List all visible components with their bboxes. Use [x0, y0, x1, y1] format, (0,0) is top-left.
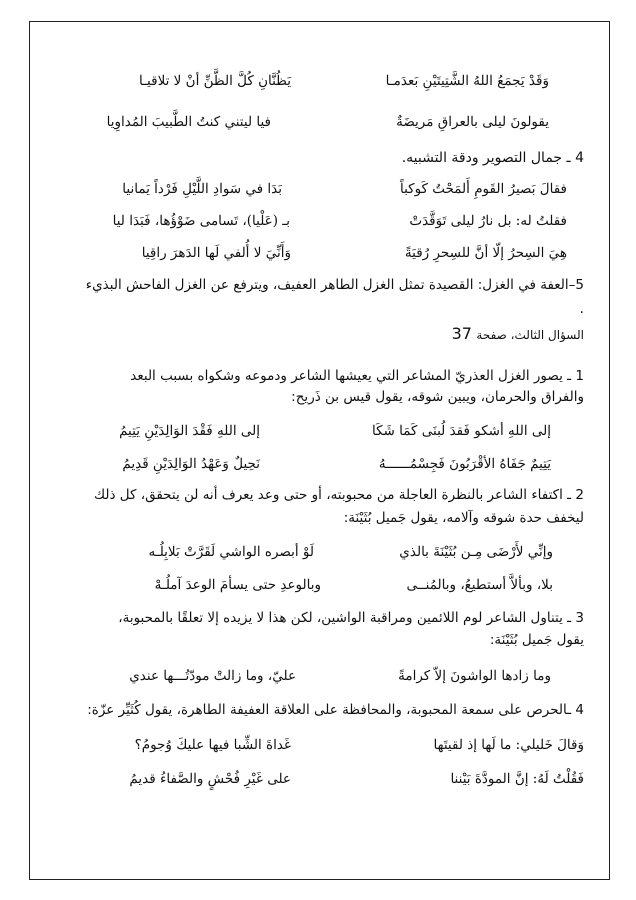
- verse-hemistich-right: إلى اللهِ أشكو فَقدَ لُبنَى كَمَا شَكَا: [371, 423, 551, 439]
- item-4-line-1: 4 ـالحرص على سمعة المحبوبة، والمحافظة على العلاقة العفيفة الطاهرة، يقول كُثَيِّر عزّة:: [87, 702, 584, 718]
- item-1-line-2: والفراق والحرمان، ويبين شوقه، يقول قيس بن ذَريح:: [291, 389, 584, 405]
- verse-hemistich-right: فَقُلْتُ لَهُ: إنَّ المودَّةَ بَيْننا: [450, 771, 584, 787]
- verse-hemistich-left: نَحِيلٌ وَعَهْدُ الوَالِدَيْنِ قَدِيمُ: [122, 456, 260, 472]
- verse-hemistich-left: بَدَا في سَوادِ اللَّيْلِ فَرْداً يَمانيا: [122, 181, 282, 197]
- verse-hemistich-right: فقلتُ له: بل نارُ ليلى تَوَقَّدَتْ: [409, 213, 567, 229]
- verse-hemistich-right: وَقالَ خَليلي: ما لَها إذ لقيتَها: [433, 737, 584, 753]
- verse-hemistich-right: يَتِيمٌ جَفَاهُ الأقْرَبُونَ فَجِسْمُــــــهُ: [378, 456, 551, 472]
- item-3-line-2: يقول جَميل بُثَيْنَة:: [489, 632, 584, 648]
- question-heading-label: السؤال الثالث، صفحة: [476, 328, 584, 342]
- verse-hemistich-right: هِيَ السِحرُ إلّا أنَّ للسِحرِ رُقيَةً: [404, 245, 567, 261]
- verse-hemistich-left: بـ (عَلْيا)، تَسامى ضَوْؤُها، فَبَدَا ليا: [112, 213, 290, 229]
- point-5-text: 5–العفة في الغزل: القصيدة تمثل الغزل الطاهر العفيف، ويترفع عن الغزل الفاحش البذيء: [85, 277, 584, 293]
- verse-hemistich-left: إلى اللهِ فَقْدَ الوَالِدَيْنِ يَتِيمُ: [119, 423, 260, 439]
- verse-hemistich-right: بلا، وبألاَّ أستطيعُ، وبالمُنــى: [406, 577, 553, 593]
- verse-hemistich-right: وما زادها الواشونَ إلاّ كرامةً: [398, 668, 551, 684]
- item-1-line-1: 1 ـ يصور الغزل العذريّ المشاعر التي يعيشها الشاعر ودموعه وشكواه بسبب البعد: [130, 368, 584, 384]
- verse-hemistich-left: على غَيْرِ فُحْشٍ والصَّفاءُ قديمُ: [129, 771, 291, 787]
- point-4-title: 4 ـ جمال التصوير ودقة التشبيه.: [401, 150, 584, 166]
- verse-hemistich-left: غَداةَ الشِّبا فيها عليكَ وُجومُ؟: [134, 737, 291, 753]
- verse-hemistich-left: يَظُنَّانِ كُلَّ الظَّنِّ أنْ لا تلاقيـا: [138, 73, 291, 89]
- question-heading: [452, 325, 584, 344]
- item-3-line-1: 3 ـ يتناول الشاعر لوم اللائمين ومراقبة الواشين، لكن هذا لا يزيده إلا تعلقًا بالمحبوبة،: [118, 610, 584, 626]
- verse-hemistich-left: وبالوعدِ حتى يسأمَ الوعدَ آملُـهْ: [154, 577, 321, 593]
- verse-hemistich-left: وَأَنِّيَ لا أُلفي لَها الدَهرَ راقِيا: [141, 245, 291, 261]
- verse-hemistich-left: لَوْ أبصره الواشي لَقَرَّتْ بَلابِلُـه: [148, 544, 314, 560]
- verse-hemistich-left: عليّ، وما زالتْ مودّتُـــها عندي: [129, 668, 296, 684]
- item-2-line-2: ليخفف حدة شوقه وآلامه، يقول جَميل بُثَيْنَة:: [343, 510, 584, 526]
- verse-hemistich-right: وإنِّي لأَرْضَى مِـن بُثَيْنَةَ بالذي: [399, 544, 553, 560]
- verse-hemistich-right: فقالَ بَصيرُ القَومِ أَلمَحْتُ كَوكباً: [399, 181, 567, 197]
- point-5-dot: .: [579, 301, 584, 317]
- verse-hemistich-left: فيا ليتني كنتُ الطَّبيبَ المُداوِيا: [106, 114, 271, 130]
- verse-hemistich-right: يقولونَ ليلى بالعراقِ مَريضَةٌ: [396, 114, 549, 130]
- question-heading-number: 37: [451, 324, 472, 343]
- item-2-line-1: 2 ـ اكتفاء الشاعر بالنظرة العاجلة من محبوبته، أو حتى وعد يعرف أنه لن يتحقق، كل ذلك: [94, 487, 584, 503]
- verse-hemistich-right: وَقَدْ يَجمَعُ اللهُ الشَّتِيتَيْنِ بَعدَمـا: [385, 73, 549, 89]
